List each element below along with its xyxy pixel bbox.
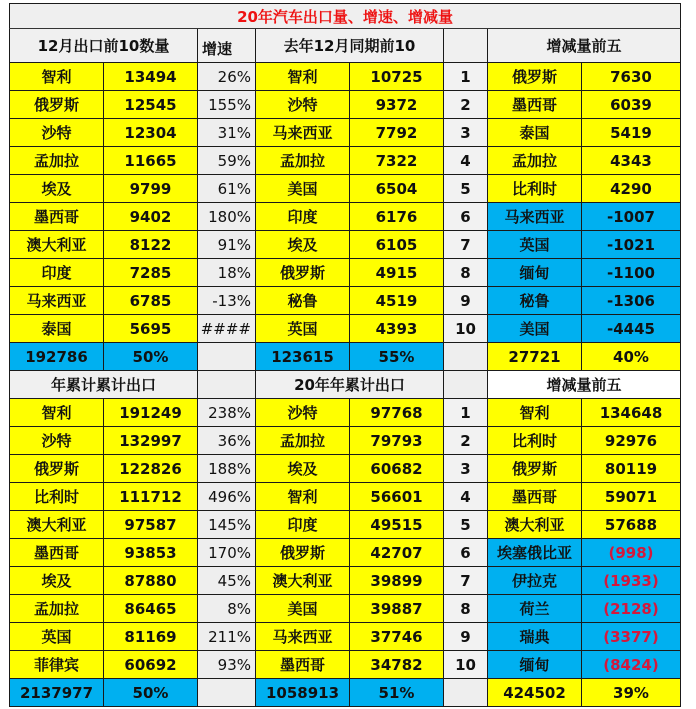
rank-cell[interactable]: 8 bbox=[444, 595, 488, 623]
prior-country-cell[interactable]: 澳大利亚 bbox=[256, 567, 350, 595]
prior-country-cell[interactable]: 孟加拉 bbox=[256, 147, 350, 175]
quantity-cell[interactable]: 122826 bbox=[104, 455, 198, 483]
table-row bbox=[10, 483, 681, 511]
change-country-cell[interactable]: 缅甸 bbox=[488, 259, 582, 287]
prior-quantity-cell[interactable]: 10725 bbox=[350, 63, 444, 91]
prior-share-cell[interactable]: 55% bbox=[350, 343, 444, 371]
growth-rate-cell[interactable]: 45% bbox=[198, 567, 256, 595]
change-country-cell[interactable]: 俄罗斯 bbox=[488, 63, 582, 91]
growth-rate-cell[interactable]: 145% bbox=[198, 511, 256, 539]
rank-cell[interactable]: 8 bbox=[444, 259, 488, 287]
rank-cell[interactable]: 7 bbox=[444, 231, 488, 259]
growth-rate-cell[interactable]: 61% bbox=[198, 175, 256, 203]
table-row bbox=[10, 259, 681, 287]
prior-country-cell[interactable]: 埃及 bbox=[256, 455, 350, 483]
table-row bbox=[10, 427, 681, 455]
country-cell[interactable]: 墨西哥 bbox=[10, 539, 104, 567]
table-row bbox=[10, 231, 681, 259]
change-country-cell[interactable]: 智利 bbox=[488, 399, 582, 427]
rank-cell[interactable]: 6 bbox=[444, 539, 488, 567]
prior-quantity-cell[interactable]: 39887 bbox=[350, 595, 444, 623]
change-country-cell[interactable]: 英国 bbox=[488, 231, 582, 259]
change-value-cell[interactable]: 59071 bbox=[582, 483, 681, 511]
rank-cell[interactable]: 9 bbox=[444, 287, 488, 315]
table-row bbox=[10, 147, 681, 175]
rank-cell[interactable]: 9 bbox=[444, 623, 488, 651]
rank-cell[interactable]: 6 bbox=[444, 203, 488, 231]
prior-quantity-cell[interactable]: 6176 bbox=[350, 203, 444, 231]
totals-row bbox=[10, 343, 681, 371]
change-country-cell[interactable]: 墨西哥 bbox=[488, 91, 582, 119]
header-change-top5-ytd[interactable]: 增减量前五 bbox=[488, 371, 681, 399]
rank-cell[interactable]: 7 bbox=[444, 567, 488, 595]
prior-country-cell[interactable]: 俄罗斯 bbox=[256, 259, 350, 287]
change-country-cell[interactable]: 伊拉克 bbox=[488, 567, 582, 595]
change-value-cell[interactable]: -4445 bbox=[582, 315, 681, 343]
country-cell[interactable]: 埃及 bbox=[10, 567, 104, 595]
blank-cell[interactable] bbox=[444, 343, 488, 371]
country-cell[interactable]: 埃及 bbox=[10, 175, 104, 203]
change-total-cell[interactable]: 424502 bbox=[488, 679, 582, 707]
change-value-cell[interactable]: 134648 bbox=[582, 399, 681, 427]
prior-total-cell[interactable]: 123615 bbox=[256, 343, 350, 371]
growth-rate-cell[interactable]: 496% bbox=[198, 483, 256, 511]
growth-rate-cell[interactable]: 180% bbox=[198, 203, 256, 231]
rank-cell[interactable]: 3 bbox=[444, 455, 488, 483]
prior-quantity-cell[interactable]: 42707 bbox=[350, 539, 444, 567]
quantity-cell[interactable]: 6785 bbox=[104, 287, 198, 315]
blank-cell[interactable] bbox=[198, 343, 256, 371]
rank-cell[interactable]: 10 bbox=[444, 315, 488, 343]
totals-row bbox=[10, 679, 681, 707]
change-value-cell[interactable]: 57688 bbox=[582, 511, 681, 539]
change-country-cell[interactable]: 墨西哥 bbox=[488, 483, 582, 511]
table-row bbox=[10, 287, 681, 315]
change-value-cell[interactable]: -1306 bbox=[582, 287, 681, 315]
change-value-cell[interactable]: 4343 bbox=[582, 147, 681, 175]
prior-quantity-cell[interactable]: 4519 bbox=[350, 287, 444, 315]
change-country-cell[interactable]: 荷兰 bbox=[488, 595, 582, 623]
table-row bbox=[10, 203, 681, 231]
header-last-year-dec-top10[interactable]: 去年12月同期前10 bbox=[256, 29, 444, 63]
quantity-cell[interactable]: 8122 bbox=[104, 231, 198, 259]
quantity-cell[interactable]: 12545 bbox=[104, 91, 198, 119]
prior-country-cell[interactable]: 马来西亚 bbox=[256, 119, 350, 147]
quantity-cell[interactable]: 191249 bbox=[104, 399, 198, 427]
country-cell[interactable]: 澳大利亚 bbox=[10, 231, 104, 259]
change-value-cell[interactable]: -1100 bbox=[582, 259, 681, 287]
change-value-cell[interactable]: 4290 bbox=[582, 175, 681, 203]
prior-country-cell[interactable]: 美国 bbox=[256, 595, 350, 623]
prior-quantity-cell[interactable]: 7792 bbox=[350, 119, 444, 147]
table-row bbox=[10, 511, 681, 539]
change-value-cell[interactable]: (2128) bbox=[582, 595, 681, 623]
growth-rate-cell[interactable]: 8% bbox=[198, 595, 256, 623]
prior-share-cell[interactable]: 51% bbox=[350, 679, 444, 707]
growth-rate-cell[interactable]: 26% bbox=[198, 63, 256, 91]
prior-quantity-cell[interactable]: 60682 bbox=[350, 455, 444, 483]
quantity-cell[interactable]: 86465 bbox=[104, 595, 198, 623]
spreadsheet bbox=[9, 3, 680, 707]
sheet-title[interactable]: 20年汽车出口量、增速、增减量 bbox=[10, 4, 681, 29]
prior-quantity-cell[interactable]: 6504 bbox=[350, 175, 444, 203]
table-row bbox=[10, 623, 681, 651]
share-cell[interactable]: 50% bbox=[104, 679, 198, 707]
rank-cell[interactable]: 10 bbox=[444, 651, 488, 679]
prior-country-cell[interactable]: 俄罗斯 bbox=[256, 539, 350, 567]
change-value-cell[interactable]: 7630 bbox=[582, 63, 681, 91]
rank-cell[interactable]: 1 bbox=[444, 63, 488, 91]
prior-country-cell[interactable]: 秘鲁 bbox=[256, 287, 350, 315]
header-change-top5[interactable]: 增减量前五 bbox=[488, 29, 681, 63]
rank-cell[interactable]: 5 bbox=[444, 175, 488, 203]
country-cell[interactable]: 孟加拉 bbox=[10, 595, 104, 623]
table-row bbox=[10, 315, 681, 343]
rank-cell[interactable]: 4 bbox=[444, 483, 488, 511]
prior-quantity-cell[interactable]: 79793 bbox=[350, 427, 444, 455]
change-value-cell[interactable]: 6039 bbox=[582, 91, 681, 119]
prior-quantity-cell[interactable]: 56601 bbox=[350, 483, 444, 511]
change-country-cell[interactable]: 俄罗斯 bbox=[488, 455, 582, 483]
prior-country-cell[interactable]: 印度 bbox=[256, 511, 350, 539]
change-country-cell[interactable]: 缅甸 bbox=[488, 651, 582, 679]
quantity-cell[interactable]: 9402 bbox=[104, 203, 198, 231]
growth-rate-cell[interactable]: 188% bbox=[198, 455, 256, 483]
total-cell[interactable]: 192786 bbox=[10, 343, 104, 371]
prior-country-cell[interactable]: 智利 bbox=[256, 63, 350, 91]
change-value-cell[interactable]: (998) bbox=[582, 539, 681, 567]
prior-country-cell[interactable]: 英国 bbox=[256, 315, 350, 343]
quantity-cell[interactable]: 9799 bbox=[104, 175, 198, 203]
table-row bbox=[10, 399, 681, 427]
header-rank-blank[interactable] bbox=[444, 29, 488, 63]
prior-quantity-cell[interactable]: 39899 bbox=[350, 567, 444, 595]
quantity-cell[interactable]: 60692 bbox=[104, 651, 198, 679]
quantity-cell[interactable]: 132997 bbox=[104, 427, 198, 455]
rank-cell[interactable]: 5 bbox=[444, 511, 488, 539]
country-cell[interactable]: 沙特 bbox=[10, 119, 104, 147]
prior-country-cell[interactable]: 印度 bbox=[256, 203, 350, 231]
header-dec-top10[interactable]: 12月出口前10数量 bbox=[10, 29, 198, 63]
growth-rate-cell[interactable]: 59% bbox=[198, 147, 256, 175]
change-share-cell[interactable]: 40% bbox=[582, 343, 681, 371]
header-speed-blank[interactable] bbox=[198, 371, 256, 399]
prior-quantity-cell[interactable]: 49515 bbox=[350, 511, 444, 539]
prior-quantity-cell[interactable]: 34782 bbox=[350, 651, 444, 679]
country-cell[interactable]: 沙特 bbox=[10, 427, 104, 455]
blank-cell[interactable] bbox=[444, 679, 488, 707]
table-row bbox=[10, 595, 681, 623]
change-country-cell[interactable]: 澳大利亚 bbox=[488, 511, 582, 539]
change-value-cell[interactable]: 5419 bbox=[582, 119, 681, 147]
country-cell[interactable]: 智利 bbox=[10, 399, 104, 427]
change-country-cell[interactable]: 孟加拉 bbox=[488, 147, 582, 175]
country-cell[interactable]: 孟加拉 bbox=[10, 147, 104, 175]
change-country-cell[interactable]: 埃塞俄比亚 bbox=[488, 539, 582, 567]
change-country-cell[interactable]: 泰国 bbox=[488, 119, 582, 147]
quantity-cell[interactable]: 87880 bbox=[104, 567, 198, 595]
quantity-cell[interactable]: 11665 bbox=[104, 147, 198, 175]
change-value-cell[interactable]: (1933) bbox=[582, 567, 681, 595]
prior-total-cell[interactable]: 1058913 bbox=[256, 679, 350, 707]
change-country-cell[interactable]: 比利时 bbox=[488, 427, 582, 455]
growth-rate-cell[interactable]: 170% bbox=[198, 539, 256, 567]
change-share-cell[interactable]: 39% bbox=[582, 679, 681, 707]
growth-rate-cell[interactable]: 36% bbox=[198, 427, 256, 455]
prior-country-cell[interactable]: 美国 bbox=[256, 175, 350, 203]
prior-country-cell[interactable]: 智利 bbox=[256, 483, 350, 511]
prior-country-cell[interactable]: 马来西亚 bbox=[256, 623, 350, 651]
table-row bbox=[10, 567, 681, 595]
country-cell[interactable]: 马来西亚 bbox=[10, 287, 104, 315]
prior-quantity-cell[interactable]: 97768 bbox=[350, 399, 444, 427]
prior-quantity-cell[interactable]: 4915 bbox=[350, 259, 444, 287]
growth-rate-cell[interactable]: -13% bbox=[198, 287, 256, 315]
prior-quantity-cell[interactable]: 7322 bbox=[350, 147, 444, 175]
table-row bbox=[10, 119, 681, 147]
country-cell[interactable]: 俄罗斯 bbox=[10, 455, 104, 483]
country-cell[interactable]: 比利时 bbox=[10, 483, 104, 511]
quantity-cell[interactable]: 81169 bbox=[104, 623, 198, 651]
prior-country-cell[interactable]: 埃及 bbox=[256, 231, 350, 259]
country-cell[interactable]: 澳大利亚 bbox=[10, 511, 104, 539]
change-value-cell[interactable]: 80119 bbox=[582, 455, 681, 483]
table-row bbox=[10, 539, 681, 567]
total-cell[interactable]: 2137977 bbox=[10, 679, 104, 707]
change-total-cell[interactable]: 27721 bbox=[488, 343, 582, 371]
change-value-cell[interactable]: (3377) bbox=[582, 623, 681, 651]
country-cell[interactable]: 墨西哥 bbox=[10, 203, 104, 231]
growth-rate-cell[interactable]: #### bbox=[198, 315, 256, 343]
country-cell[interactable]: 俄罗斯 bbox=[10, 91, 104, 119]
export-table bbox=[9, 3, 681, 707]
quantity-cell[interactable]: 7285 bbox=[104, 259, 198, 287]
country-cell[interactable]: 印度 bbox=[10, 259, 104, 287]
change-country-cell[interactable]: 秘鲁 bbox=[488, 287, 582, 315]
rank-cell[interactable]: 2 bbox=[444, 427, 488, 455]
rank-cell[interactable]: 3 bbox=[444, 119, 488, 147]
share-cell[interactable]: 50% bbox=[104, 343, 198, 371]
quantity-cell[interactable]: 13494 bbox=[104, 63, 198, 91]
quantity-cell[interactable]: 5695 bbox=[104, 315, 198, 343]
growth-rate-cell[interactable]: 93% bbox=[198, 651, 256, 679]
growth-rate-cell[interactable]: 211% bbox=[198, 623, 256, 651]
header-ytd-2020[interactable]: 20年年累计出口 bbox=[256, 371, 444, 399]
growth-rate-cell[interactable]: 31% bbox=[198, 119, 256, 147]
growth-rate-cell[interactable]: 155% bbox=[198, 91, 256, 119]
prior-quantity-cell[interactable]: 4393 bbox=[350, 315, 444, 343]
prior-country-cell[interactable]: 孟加拉 bbox=[256, 427, 350, 455]
change-country-cell[interactable]: 马来西亚 bbox=[488, 203, 582, 231]
table-row bbox=[10, 91, 681, 119]
prior-quantity-cell[interactable]: 6105 bbox=[350, 231, 444, 259]
country-cell[interactable]: 智利 bbox=[10, 63, 104, 91]
quantity-cell[interactable]: 111712 bbox=[104, 483, 198, 511]
header-speed[interactable]: 增速 bbox=[198, 29, 256, 63]
prior-country-cell[interactable]: 墨西哥 bbox=[256, 651, 350, 679]
blank-cell[interactable] bbox=[198, 679, 256, 707]
table-row bbox=[10, 63, 681, 91]
change-value-cell[interactable]: -1007 bbox=[582, 203, 681, 231]
country-cell[interactable]: 英国 bbox=[10, 623, 104, 651]
change-country-cell[interactable]: 美国 bbox=[488, 315, 582, 343]
quantity-cell[interactable]: 97587 bbox=[104, 511, 198, 539]
prior-quantity-cell[interactable]: 37746 bbox=[350, 623, 444, 651]
quantity-cell[interactable]: 12304 bbox=[104, 119, 198, 147]
growth-rate-cell[interactable]: 91% bbox=[198, 231, 256, 259]
growth-rate-cell[interactable]: 238% bbox=[198, 399, 256, 427]
prior-quantity-cell[interactable]: 9372 bbox=[350, 91, 444, 119]
table-row bbox=[10, 175, 681, 203]
table-row bbox=[10, 651, 681, 679]
prior-country-cell[interactable]: 沙特 bbox=[256, 399, 350, 427]
prior-country-cell[interactable]: 沙特 bbox=[256, 91, 350, 119]
rank-cell[interactable]: 4 bbox=[444, 147, 488, 175]
change-value-cell[interactable]: (8424) bbox=[582, 651, 681, 679]
rank-cell[interactable]: 1 bbox=[444, 399, 488, 427]
change-country-cell[interactable]: 比利时 bbox=[488, 175, 582, 203]
country-cell[interactable]: 菲律宾 bbox=[10, 651, 104, 679]
change-value-cell[interactable]: -1021 bbox=[582, 231, 681, 259]
change-country-cell[interactable]: 瑞典 bbox=[488, 623, 582, 651]
header-rank-blank[interactable] bbox=[444, 371, 488, 399]
country-cell[interactable]: 泰国 bbox=[10, 315, 104, 343]
growth-rate-cell[interactable]: 18% bbox=[198, 259, 256, 287]
rank-cell[interactable]: 2 bbox=[444, 91, 488, 119]
quantity-cell[interactable]: 93853 bbox=[104, 539, 198, 567]
header-ytd[interactable]: 年累计累计出口 bbox=[10, 371, 198, 399]
table-row bbox=[10, 455, 681, 483]
change-value-cell[interactable]: 92976 bbox=[582, 427, 681, 455]
